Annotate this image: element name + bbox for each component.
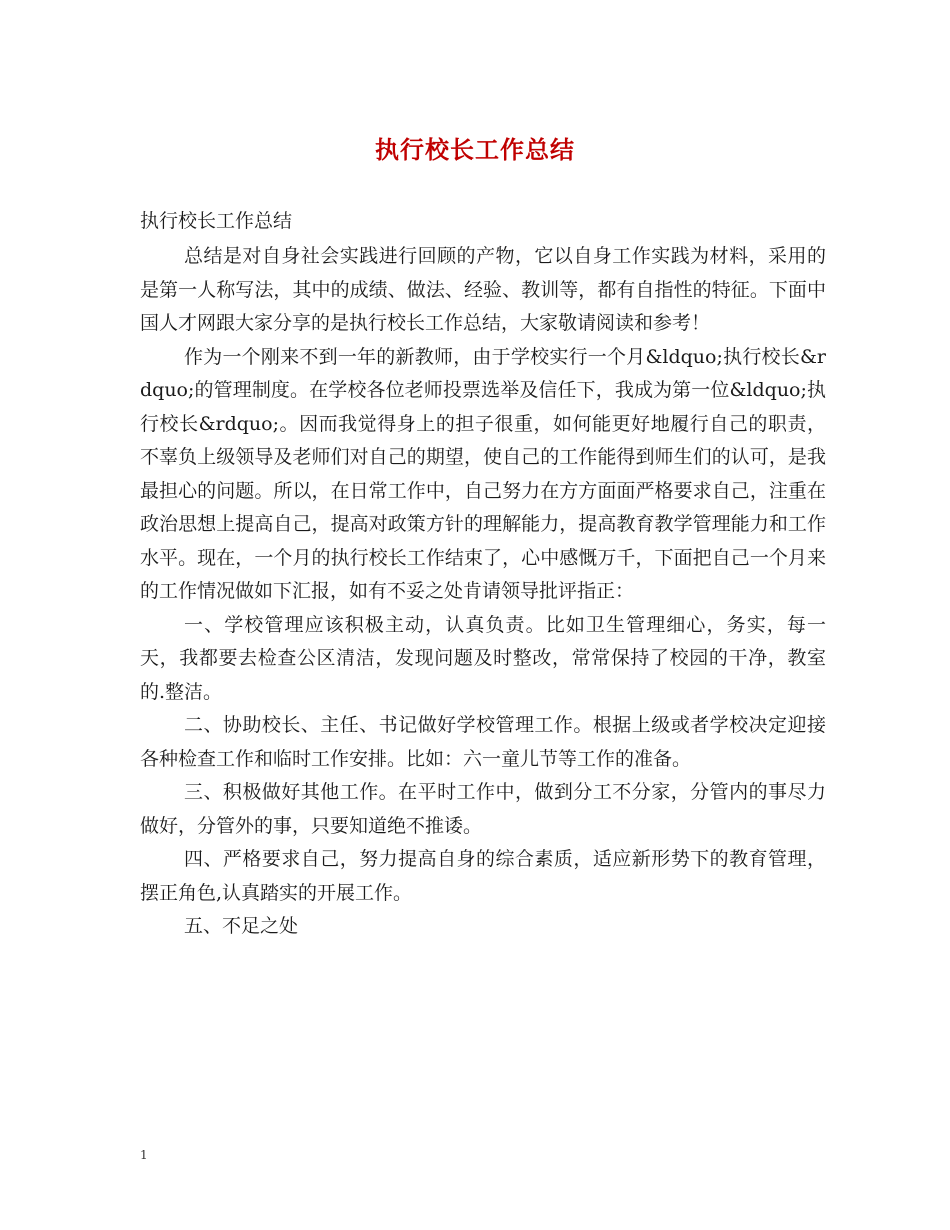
paragraph-item-1: 一、学校管理应该积极主动，认真负责。比如卫生管理细心，务实，每一天，我都要去检查公区清洁，发现问题及时整改，常常保持了校园的干净，教室的.整洁。 bbox=[140, 613, 826, 703]
document-body bbox=[140, 240, 826, 944]
paragraph-intro: 总结是对自身社会实践进行回顾的产物，它以自身工作实践为材料，采用的是第一人称写法，其中的成绩、做法、经验、教训等，都有自指性的特征。下面中国人才网跟大家分享的是执行校长工作总结，大家敬请阅读和参考！ bbox=[140, 245, 826, 334]
paragraph-item-3: 三、积极做好其他工作。在平时工作中，做到分工不分家，分管内的事尽力做好，分管外的事，只要知道绝不推诿。 bbox=[140, 781, 826, 837]
paragraph-item-2: 二、协助校长、主任、书记做好学校管理工作。根据上级或者学校决定迎接各种检查工作和临时工作安排。比如：六一童儿节等工作的准备。 bbox=[140, 714, 826, 770]
document-subtitle: 执行校长工作总结 bbox=[140, 210, 293, 232]
document-title: 执行校长工作总结 bbox=[375, 135, 575, 164]
paragraph-background: 作为一个刚来不到一年的新教师，由于学校实行一个月&ldquo;执行校长&rdquo;的管理制度。在学校各位老师投票选举及信任下，我成为第一位&ldquo;执行校长&rdquo;。因而我觉得身上的担子很重，如何能更好地履行自己的职责，不辜负上级领导及老师们对自己的期望，使自己的工作能得到师生们的认可，是我最担心的问题。所以，在日常工作中，自己努力在方方面面严格要求自己，注重在政治思想上提高自己，提高对政策方针的理解能力，提高教育教学管理能力和工作水平。现在，一个月的执行校长工作结束了，心中感慨万千，下面把自己一个月来的工作情况做如下汇报，如有不妥之处肯请领导批评指正： bbox=[140, 345, 826, 602]
page-number: 1 bbox=[140, 1148, 148, 1162]
paragraph-item-4: 四、严格要求自己，努力提高自身的综合素质，适应新形势下的教育管理，摆正角色,认真踏实的开展工作。 bbox=[140, 848, 826, 904]
paragraph-item-5: 五、不足之处 bbox=[184, 915, 299, 937]
